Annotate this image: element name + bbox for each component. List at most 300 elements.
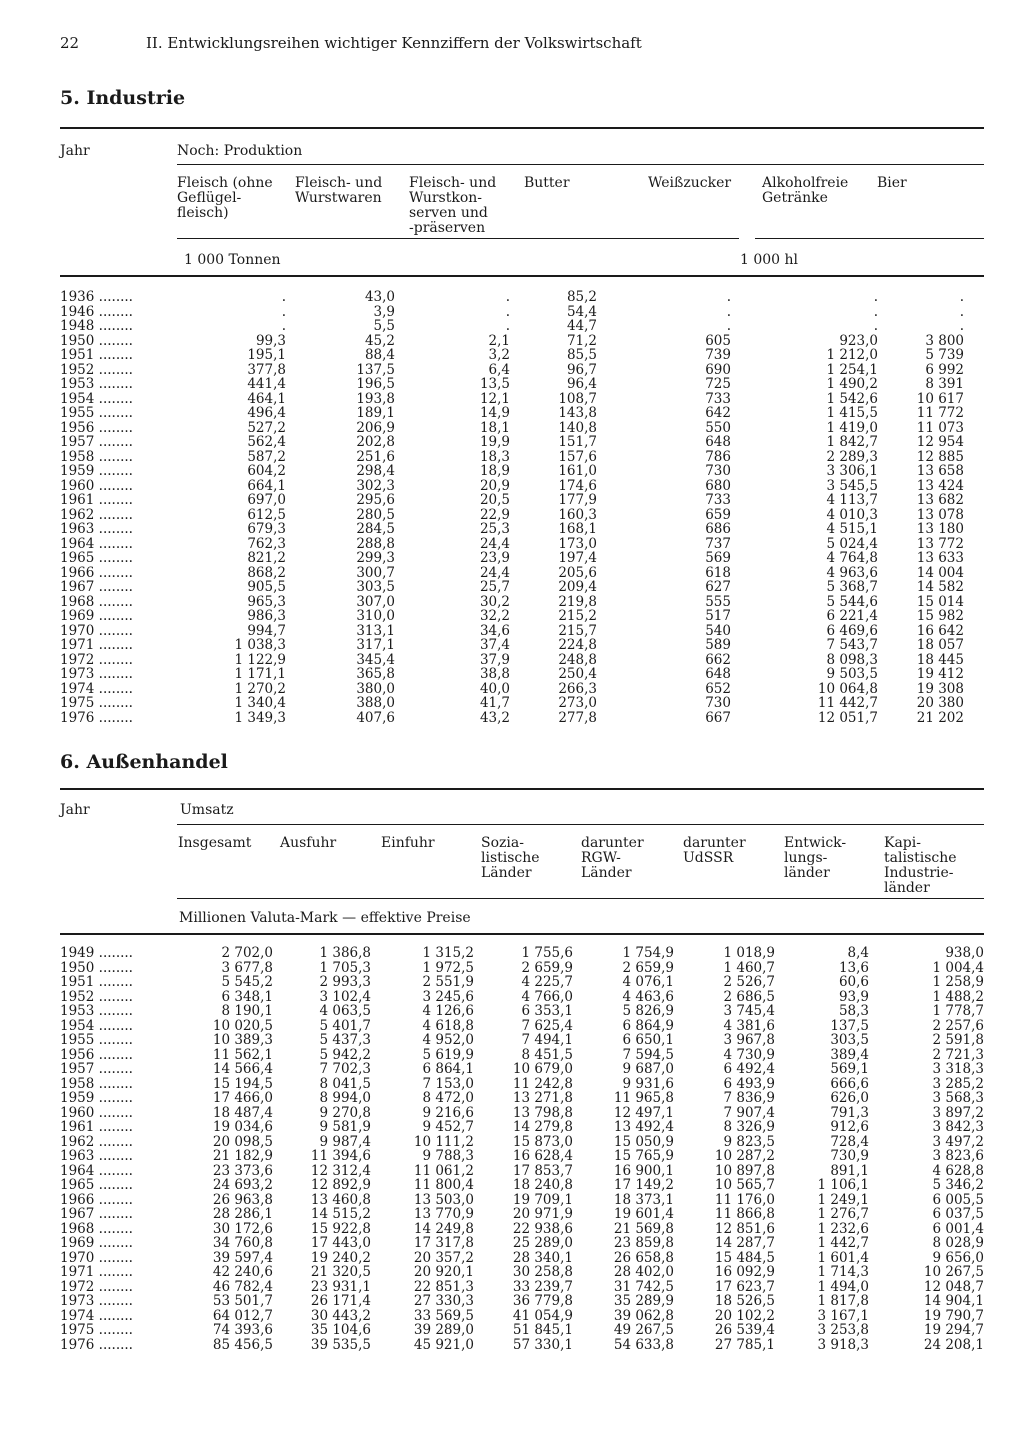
year-cell: 1975 ........ — [60, 1322, 133, 1338]
fleischkonserven-cell: 20,9 — [479, 477, 510, 494]
fleisch-wurstwaren-cell: 300,7 — [356, 564, 395, 581]
fleisch-wurstwaren-cell: 251,6 — [356, 448, 395, 465]
fleischkonserven-cell: 24,4 — [479, 535, 510, 552]
table-body-industrie — [60, 290, 984, 725]
bier-cell: 12 954 — [916, 434, 964, 450]
table-row — [60, 1004, 984, 1019]
alkoholfreie-getraenke-cell: 4 113,7 — [826, 492, 878, 508]
table-row — [60, 1091, 984, 1106]
ausfuhr-cell: 26 171,4 — [310, 1293, 371, 1309]
fleisch-cell: 1 349,3 — [234, 709, 286, 726]
rgw-laender-cell: 13 492,4 — [613, 1119, 674, 1135]
kapitalistische-industrielaender-cell: 19 790,7 — [923, 1307, 984, 1324]
sozialistische-laender-cell: 11 242,8 — [512, 1075, 573, 1092]
alkoholfreie-getraenke-cell: . — [873, 289, 878, 305]
weisszucker-cell: . — [726, 303, 731, 320]
year-cell: 1968 ........ — [60, 593, 133, 610]
table-row — [60, 537, 984, 552]
table-row — [60, 334, 984, 349]
einfuhr-cell: 20 357,2 — [413, 1249, 474, 1266]
butter-cell: 160,3 — [558, 506, 597, 523]
udssr-cell: 7 907,4 — [723, 1104, 775, 1121]
insgesamt-cell: 19 034,6 — [212, 1119, 273, 1135]
entwicklungslaender-cell: 730,9 — [830, 1148, 869, 1164]
alkoholfreie-getraenke-cell: 1 490,2 — [826, 376, 878, 392]
fleisch-wurstwaren-cell: 284,5 — [356, 521, 395, 537]
kapitalistische-industrielaender-cell: 1 258,9 — [932, 974, 984, 990]
sozialistische-laender-cell: 4 766,0 — [521, 988, 573, 1005]
sozialistische-laender-cell: 4 225,7 — [521, 974, 573, 990]
fleisch-cell: . — [281, 318, 286, 334]
butter-cell: 168,1 — [558, 521, 597, 537]
sozialistische-laender-cell: 14 279,8 — [512, 1119, 573, 1135]
weisszucker-cell: 652 — [705, 680, 731, 697]
bier-cell: 16 642 — [916, 622, 964, 639]
weisszucker-cell: 733 — [705, 492, 731, 508]
udssr-cell: 9 823,5 — [723, 1133, 775, 1150]
weisszucker-cell: 618 — [705, 564, 731, 581]
column-header-ausfuhr: Ausfuhr — [280, 835, 337, 851]
table-row — [60, 508, 984, 523]
year-cell: 1972 ........ — [60, 651, 133, 668]
kapitalistische-industrielaender-cell: 3 285,2 — [932, 1075, 984, 1092]
bier-cell: 13 078 — [916, 506, 964, 523]
column-header-sozialistische-laender: Sozia- listische Länder — [481, 835, 540, 881]
rgw-laender-cell: 35 289,9 — [613, 1293, 674, 1309]
entwicklungslaender-cell: 3 918,3 — [817, 1336, 869, 1353]
kapitalistische-industrielaender-cell: 1 778,7 — [932, 1003, 984, 1019]
weisszucker-cell: 730 — [705, 695, 731, 711]
rgw-laender-cell: 9 931,6 — [622, 1075, 674, 1092]
weisszucker-cell: 686 — [705, 521, 731, 537]
alkoholfreie-getraenke-cell: 11 442,7 — [817, 695, 878, 711]
table-row — [60, 1019, 984, 1034]
fleischkonserven-cell: 32,2 — [479, 608, 510, 624]
fleischkonserven-cell: 6,4 — [488, 361, 510, 378]
page-number: 22 — [60, 34, 80, 52]
fleischkonserven-cell: 3,2 — [488, 347, 510, 363]
fleischkonserven-cell: 19,9 — [479, 434, 510, 450]
year-cell: 1948 ........ — [60, 318, 133, 334]
fleisch-wurstwaren-cell: 313,1 — [356, 622, 395, 639]
insgesamt-cell: 39 597,4 — [212, 1249, 273, 1266]
bier-cell: 19 308 — [916, 680, 964, 697]
table-top-rule — [60, 127, 984, 129]
bier-cell: 15 014 — [916, 593, 964, 610]
entwicklungslaender-cell: 60,6 — [838, 974, 869, 990]
bier-cell: 15 982 — [916, 608, 964, 624]
weisszucker-cell: 540 — [705, 622, 731, 639]
fleisch-wurstwaren-cell: 43,0 — [364, 289, 395, 305]
fleisch-wurstwaren-cell: 299,3 — [356, 550, 395, 566]
butter-cell: 96,4 — [566, 376, 597, 392]
entwicklungslaender-cell: 891,1 — [830, 1162, 869, 1179]
butter-cell: 173,0 — [558, 535, 597, 552]
table-row — [60, 653, 984, 668]
rgw-laender-cell: 23 859,8 — [613, 1235, 674, 1251]
fleischkonserven-cell: 38,8 — [479, 666, 510, 682]
year-cell: 1965 ........ — [60, 550, 133, 566]
alkoholfreie-getraenke-cell: 4 963,6 — [826, 564, 878, 581]
group-header-produktion: Noch: Produktion — [177, 143, 303, 159]
kapitalistische-industrielaender-cell: 12 048,7 — [923, 1278, 984, 1295]
entwicklungslaender-cell: 13,6 — [838, 959, 869, 976]
entwicklungslaender-cell: 58,3 — [838, 1003, 869, 1019]
ausfuhr-cell: 13 460,8 — [310, 1191, 371, 1208]
einfuhr-cell: 27 330,3 — [413, 1293, 474, 1309]
entwicklungslaender-cell: 666,6 — [830, 1075, 869, 1092]
udssr-cell: 4 730,9 — [723, 1046, 775, 1063]
fleischkonserven-cell: 13,5 — [479, 376, 510, 392]
udssr-cell: 10 287,2 — [714, 1148, 775, 1164]
einfuhr-cell: 3 245,6 — [422, 988, 474, 1005]
udssr-cell: 20 102,2 — [714, 1307, 775, 1324]
fleisch-cell: 612,5 — [247, 506, 286, 523]
year-cell: 1955 ........ — [60, 405, 133, 421]
bier-cell: 11 772 — [916, 405, 964, 421]
butter-cell: 224,8 — [558, 637, 597, 653]
rgw-laender-cell: 17 149,2 — [613, 1177, 674, 1193]
alkoholfreie-getraenke-cell: 2 289,3 — [826, 448, 878, 465]
insgesamt-cell: 42 240,6 — [212, 1264, 273, 1280]
insgesamt-cell: 74 393,6 — [212, 1322, 273, 1338]
bier-cell: 5 739 — [925, 347, 964, 363]
butter-cell: 54,4 — [566, 303, 597, 320]
year-cell: 1951 ........ — [60, 347, 133, 363]
fleischkonserven-cell: 14,9 — [479, 405, 510, 421]
weisszucker-cell: 550 — [705, 419, 731, 436]
table-row — [60, 435, 984, 450]
table-row — [60, 1048, 984, 1063]
table-row — [60, 1120, 984, 1135]
rgw-laender-cell: 4 463,6 — [622, 988, 674, 1005]
table-row — [60, 464, 984, 479]
column-header-jahr: Jahr — [60, 143, 90, 159]
group-header-rule — [177, 824, 984, 825]
weisszucker-cell: 786 — [705, 448, 731, 465]
fleisch-wurstwaren-cell: 407,6 — [356, 709, 395, 726]
alkoholfreie-getraenke-cell: 1 542,6 — [826, 390, 878, 407]
fleisch-wurstwaren-cell: 345,4 — [356, 651, 395, 668]
year-cell: 1976 ........ — [60, 709, 133, 726]
year-cell: 1949 ........ — [60, 945, 133, 961]
column-header-fleischkonserven: Fleisch- und Wurstkon- serven und -präserven — [409, 175, 497, 236]
bier-cell: 3 800 — [925, 332, 964, 349]
einfuhr-cell: 2 551,9 — [422, 974, 474, 990]
kapitalistische-industrielaender-cell: 2 721,3 — [932, 1046, 984, 1063]
sozialistische-laender-cell: 15 873,0 — [512, 1133, 573, 1150]
fleisch-wurstwaren-cell: 380,0 — [356, 680, 395, 697]
sozialistische-laender-cell: 33 239,7 — [512, 1278, 573, 1295]
fleisch-cell: 965,3 — [247, 593, 286, 610]
entwicklungslaender-cell: 791,3 — [830, 1104, 869, 1121]
weisszucker-cell: 648 — [705, 434, 731, 450]
year-cell: 1975 ........ — [60, 695, 133, 711]
kapitalistische-industrielaender-cell: 2 257,6 — [932, 1017, 984, 1034]
alkoholfreie-getraenke-cell: 6 469,6 — [826, 622, 878, 639]
table-row — [60, 305, 984, 320]
year-cell: 1957 ........ — [60, 1061, 133, 1077]
butter-cell: 140,8 — [558, 419, 597, 436]
fleisch-cell: 868,2 — [247, 564, 286, 581]
fleisch-cell: 1 340,4 — [234, 695, 286, 711]
fleisch-wurstwaren-cell: 3,9 — [373, 303, 395, 320]
table-row — [60, 1207, 984, 1222]
udssr-cell: 17 623,7 — [714, 1278, 775, 1295]
ausfuhr-cell: 3 102,4 — [319, 988, 371, 1005]
year-cell: 1963 ........ — [60, 1148, 133, 1164]
fleisch-cell: 99,3 — [255, 332, 286, 349]
table-row — [60, 1309, 984, 1324]
udssr-cell: 15 484,5 — [714, 1249, 775, 1266]
year-cell: 1956 ........ — [60, 419, 133, 436]
fleisch-cell: . — [281, 303, 286, 320]
unit-label-tonnen: 1 000 Tonnen — [184, 252, 281, 268]
insgesamt-cell: 53 501,7 — [212, 1293, 273, 1309]
entwicklungslaender-cell: 8,4 — [847, 945, 869, 961]
year-cell: 1956 ........ — [60, 1046, 133, 1063]
sozialistische-laender-cell: 57 330,1 — [512, 1336, 573, 1353]
alkoholfreie-getraenke-cell: 4 515,1 — [826, 521, 878, 537]
ausfuhr-cell: 1 705,3 — [319, 959, 371, 976]
insgesamt-cell: 5 545,2 — [221, 974, 273, 990]
kapitalistische-industrielaender-cell: 938,0 — [945, 945, 984, 961]
fleischkonserven-cell: 22,9 — [479, 506, 510, 523]
einfuhr-cell: 17 317,8 — [413, 1235, 474, 1251]
ausfuhr-cell: 39 535,5 — [310, 1336, 371, 1353]
year-cell: 1959 ........ — [60, 1090, 133, 1106]
year-cell: 1950 ........ — [60, 959, 133, 976]
alkoholfreie-getraenke-cell: 9 503,5 — [826, 666, 878, 682]
sozialistische-laender-cell: 36 779,8 — [512, 1293, 573, 1309]
fleischkonserven-cell: 23,9 — [479, 550, 510, 566]
kapitalistische-industrielaender-cell: 1 488,2 — [932, 988, 984, 1005]
column-header-entwicklungslaender: Entwick- lungs- länder — [784, 835, 847, 881]
alkoholfreie-getraenke-cell: . — [873, 303, 878, 320]
weisszucker-cell: 605 — [705, 332, 731, 349]
table-row — [60, 696, 984, 711]
column-header-insgesamt: Insgesamt — [178, 835, 252, 851]
entwicklungslaender-cell: 626,0 — [830, 1090, 869, 1106]
insgesamt-cell: 24 693,2 — [212, 1177, 273, 1193]
udssr-cell: 18 526,5 — [714, 1293, 775, 1309]
column-header-fleisch-wurstwaren: Fleisch- und Wurstwaren — [295, 175, 383, 206]
rgw-laender-cell: 26 658,8 — [613, 1249, 674, 1266]
table-row — [60, 1251, 984, 1266]
insgesamt-cell: 3 677,8 — [221, 959, 273, 976]
insgesamt-cell: 10 389,3 — [212, 1032, 273, 1048]
butter-cell: 197,4 — [558, 550, 597, 566]
table-row — [60, 377, 984, 392]
table-row — [60, 975, 984, 990]
butter-cell: 277,8 — [558, 709, 597, 726]
entwicklungslaender-cell: 1 232,6 — [817, 1220, 869, 1237]
rgw-laender-cell: 49 267,5 — [613, 1322, 674, 1338]
ausfuhr-cell: 4 063,5 — [319, 1003, 371, 1019]
alkoholfreie-getraenke-cell: 1 254,1 — [826, 361, 878, 378]
fleisch-cell: 1 038,3 — [234, 637, 286, 653]
sozialistische-laender-cell: 1 755,6 — [521, 945, 573, 961]
bier-cell: 21 202 — [916, 709, 964, 726]
bier-cell: 10 617 — [916, 390, 964, 407]
kapitalistische-industrielaender-cell: 3 497,2 — [932, 1133, 984, 1150]
udssr-cell: 10 897,8 — [714, 1162, 775, 1179]
year-cell: 1971 ........ — [60, 637, 133, 653]
insgesamt-cell: 17 466,0 — [212, 1090, 273, 1106]
table-row — [60, 551, 984, 566]
table-row — [60, 667, 984, 682]
insgesamt-cell: 14 566,4 — [212, 1061, 273, 1077]
unit-rule-hl — [755, 238, 984, 239]
weisszucker-cell: 680 — [705, 477, 731, 494]
year-cell: 1965 ........ — [60, 1177, 133, 1193]
fleischkonserven-cell: 41,7 — [479, 695, 510, 711]
table-row — [60, 1193, 984, 1208]
year-cell: 1964 ........ — [60, 535, 133, 552]
butter-cell: 157,6 — [558, 448, 597, 465]
alkoholfreie-getraenke-cell: 923,0 — [839, 332, 878, 349]
fleischkonserven-cell: 12,1 — [479, 390, 510, 407]
insgesamt-cell: 2 702,0 — [221, 945, 273, 961]
running-head — [60, 34, 642, 52]
ausfuhr-cell: 12 892,9 — [310, 1177, 371, 1193]
column-header-einfuhr: Einfuhr — [381, 835, 435, 851]
ausfuhr-cell: 9 270,8 — [319, 1104, 371, 1121]
bier-cell: 13 682 — [916, 492, 964, 508]
insgesamt-cell: 6 348,1 — [221, 988, 273, 1005]
kapitalistische-industrielaender-cell: 9 656,0 — [932, 1249, 984, 1266]
bier-cell: 13 424 — [916, 477, 964, 494]
table-row — [60, 522, 984, 537]
insgesamt-cell: 15 194,5 — [212, 1075, 273, 1092]
alkoholfreie-getraenke-cell: 5 544,6 — [826, 593, 878, 610]
insgesamt-cell: 46 782,4 — [212, 1278, 273, 1295]
bier-cell: 6 992 — [925, 361, 964, 378]
butter-cell: 151,7 — [558, 434, 597, 450]
fleisch-wurstwaren-cell: 288,8 — [356, 535, 395, 552]
year-cell: 1966 ........ — [60, 1191, 133, 1208]
year-cell: 1960 ........ — [60, 477, 133, 494]
udssr-cell: 16 092,9 — [714, 1264, 775, 1280]
udssr-cell: 3 967,8 — [723, 1032, 775, 1048]
table-row — [60, 990, 984, 1005]
butter-cell: 44,7 — [566, 318, 597, 334]
ausfuhr-cell: 7 702,3 — [319, 1061, 371, 1077]
column-header-butter: Butter — [524, 175, 570, 191]
fleischkonserven-cell: . — [505, 318, 510, 334]
weisszucker-cell: 517 — [705, 608, 731, 624]
fleisch-cell: 377,8 — [247, 361, 286, 378]
weisszucker-cell: 667 — [705, 709, 731, 726]
table-row — [60, 479, 984, 494]
kapitalistische-industrielaender-cell: 2 591,8 — [932, 1032, 984, 1048]
column-header-jahr: Jahr — [60, 802, 90, 818]
weisszucker-cell: . — [726, 289, 731, 305]
kapitalistische-industrielaender-cell: 8 028,9 — [932, 1235, 984, 1251]
butter-cell: 161,0 — [558, 463, 597, 479]
sozialistische-laender-cell: 17 853,7 — [512, 1162, 573, 1179]
alkoholfreie-getraenke-cell: 1 212,0 — [826, 347, 878, 363]
fleisch-wurstwaren-cell: 365,8 — [356, 666, 395, 682]
fleisch-cell: 587,2 — [247, 448, 286, 465]
year-cell: 1959 ........ — [60, 463, 133, 479]
year-cell: 1967 ........ — [60, 1206, 133, 1222]
year-cell: 1952 ........ — [60, 988, 133, 1005]
ausfuhr-cell: 9 987,4 — [319, 1133, 371, 1150]
alkoholfreie-getraenke-cell: 3 545,5 — [826, 477, 878, 494]
weisszucker-cell: 725 — [705, 376, 731, 392]
butter-cell: 248,8 — [558, 651, 597, 668]
ausfuhr-cell: 8 041,5 — [319, 1075, 371, 1092]
bier-cell: 20 380 — [916, 695, 964, 711]
ausfuhr-cell: 1 386,8 — [319, 945, 371, 961]
fleisch-wurstwaren-cell: 137,5 — [356, 361, 395, 378]
bier-cell: 13 772 — [916, 535, 964, 552]
alkoholfreie-getraenke-cell: 4 010,3 — [826, 506, 878, 523]
entwicklungslaender-cell: 1 442,7 — [817, 1235, 869, 1251]
fleisch-wurstwaren-cell: 388,0 — [356, 695, 395, 711]
entwicklungslaender-cell: 3 167,1 — [817, 1307, 869, 1324]
year-cell: 1969 ........ — [60, 1235, 133, 1251]
sozialistische-laender-cell: 28 340,1 — [512, 1249, 573, 1266]
ausfuhr-cell: 30 443,2 — [310, 1307, 371, 1324]
entwicklungslaender-cell: 1 714,3 — [817, 1264, 869, 1280]
entwicklungslaender-cell: 137,5 — [830, 1017, 869, 1034]
table-row — [60, 624, 984, 639]
column-header-rgw-laender: darunter RGW- Länder — [581, 835, 644, 881]
udssr-cell: 11 176,0 — [714, 1191, 775, 1208]
insgesamt-cell: 28 286,1 — [212, 1206, 273, 1222]
fleisch-cell: 664,1 — [247, 477, 286, 494]
table-row — [60, 1236, 984, 1251]
bier-cell: 8 391 — [925, 376, 964, 392]
alkoholfreie-getraenke-cell: 7 543,7 — [826, 637, 878, 653]
year-cell: 1960 ........ — [60, 1104, 133, 1121]
sozialistische-laender-cell: 25 289,0 — [512, 1235, 573, 1251]
butter-cell: 85,5 — [566, 347, 597, 363]
sozialistische-laender-cell: 13 798,8 — [512, 1104, 573, 1121]
butter-cell: 71,2 — [566, 332, 597, 349]
einfuhr-cell: 13 503,0 — [413, 1191, 474, 1208]
weisszucker-cell: . — [726, 318, 731, 334]
entwicklungslaender-cell: 1 601,4 — [817, 1249, 869, 1266]
table-row — [60, 711, 984, 726]
alkoholfreie-getraenke-cell: 1 842,7 — [826, 434, 878, 450]
fleisch-cell: 697,0 — [247, 492, 286, 508]
udssr-cell: 8 326,9 — [723, 1119, 775, 1135]
fleischkonserven-cell: 37,9 — [479, 651, 510, 668]
fleisch-wurstwaren-cell: 317,1 — [356, 637, 395, 653]
einfuhr-cell: 5 619,9 — [422, 1046, 474, 1063]
alkoholfreie-getraenke-cell: 1 415,5 — [826, 405, 878, 421]
year-cell: 1976 ........ — [60, 1336, 133, 1353]
udssr-cell: 6 492,4 — [723, 1061, 775, 1077]
table-row — [60, 961, 984, 976]
weisszucker-cell: 690 — [705, 361, 731, 378]
table-top-rule — [60, 788, 984, 790]
column-header-fleisch: Fleisch (ohne Geflügel- fleisch) — [177, 175, 273, 221]
fleisch-cell: 441,4 — [247, 376, 286, 392]
fleisch-cell: . — [281, 289, 286, 305]
bier-cell: . — [959, 303, 964, 320]
header-bottom-rule — [60, 933, 984, 935]
unit-rule — [177, 898, 984, 899]
alkoholfreie-getraenke-cell: 4 764,8 — [826, 550, 878, 566]
column-header-kapitalistische-industrielaender: Kapi- talistische Industrie- länder — [884, 835, 957, 896]
table-row — [60, 363, 984, 378]
fleischkonserven-cell: . — [505, 289, 510, 305]
butter-cell: 215,2 — [558, 608, 597, 624]
